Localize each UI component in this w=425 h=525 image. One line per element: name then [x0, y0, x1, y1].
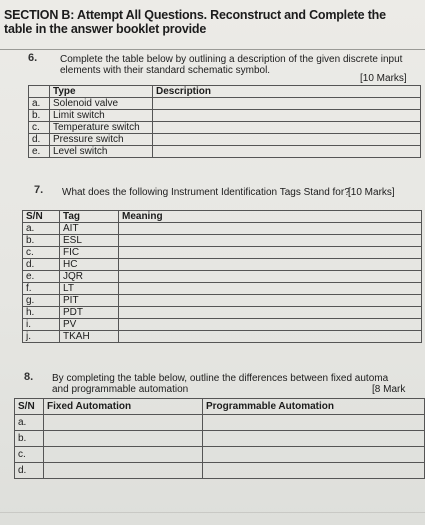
question-6-marks: [10 Marks] [360, 73, 407, 84]
row-meaning [119, 247, 422, 259]
divider [0, 49, 425, 50]
row-type: Level switch [50, 146, 153, 158]
table-row [23, 259, 422, 271]
table-row [23, 247, 422, 259]
row-description [153, 134, 421, 146]
table-row [29, 146, 421, 158]
row-key: c. [29, 122, 50, 134]
row-sn: a. [15, 415, 44, 431]
row-programmable [203, 463, 425, 479]
page-bottom-divider [0, 512, 425, 513]
row-tag: HC [60, 259, 119, 271]
table-header-row [29, 86, 421, 98]
table-row [29, 122, 421, 134]
row-type: Limit switch [50, 110, 153, 122]
table-header-key [29, 86, 50, 98]
question-8-text-line-1: By completing the table below, outline the differences between fixed automa [52, 373, 389, 384]
row-sn: b. [15, 431, 44, 447]
row-sn: g. [23, 295, 60, 307]
table-header-sn: S/N [23, 211, 60, 223]
table-row [23, 235, 422, 247]
table-row [15, 431, 425, 447]
row-sn: b. [23, 235, 60, 247]
row-key: d. [29, 134, 50, 146]
row-meaning [119, 307, 422, 319]
row-meaning [119, 235, 422, 247]
table-header-type: Type [50, 86, 153, 98]
table-row [23, 223, 422, 235]
question-6-text-line-1: Complete the table below by outlining a description of the given discrete input [60, 54, 403, 65]
table-row [23, 271, 422, 283]
section-title-line-2: table in the answer booklet provide [4, 22, 207, 36]
row-sn: j. [23, 331, 60, 343]
row-sn: d. [15, 463, 44, 479]
question-6-number: 6. [28, 52, 38, 64]
section-title [4, 8, 419, 36]
row-key: a. [29, 98, 50, 110]
table-row [23, 283, 422, 295]
row-key: b. [29, 110, 50, 122]
row-tag: PV [60, 319, 119, 331]
row-meaning [119, 283, 422, 295]
row-sn: d. [23, 259, 60, 271]
row-sn: e. [23, 271, 60, 283]
row-type: Pressure switch [50, 134, 153, 146]
table-row [23, 307, 422, 319]
question-6-text-line-2: elements with their standard schematic symbol. [60, 65, 271, 76]
row-sn: c. [15, 447, 44, 463]
section-title-line-1: SECTION B: Attempt All Questions. Reconstruct and Complete the [4, 8, 386, 22]
table-header-row [15, 399, 425, 415]
row-tag: FIC [60, 247, 119, 259]
question-7-marks: [10 Marks] [348, 187, 395, 198]
question-7-number: 7. [34, 184, 44, 196]
row-type: Temperature switch [50, 122, 153, 134]
table-header-sn: S/N [15, 399, 44, 415]
row-tag: ESL [60, 235, 119, 247]
row-meaning [119, 331, 422, 343]
table-row [23, 319, 422, 331]
row-fixed [44, 431, 203, 447]
row-type: Solenoid valve [50, 98, 153, 110]
row-meaning [119, 223, 422, 235]
row-description [153, 110, 421, 122]
table-row [29, 98, 421, 110]
row-tag: PDT [60, 307, 119, 319]
row-meaning [119, 259, 422, 271]
row-tag: TKAH [60, 331, 119, 343]
question-8-text-line-2: and programmable automation [52, 384, 189, 395]
table-header-programmable: Programmable Automation [203, 399, 425, 415]
table-header-row [23, 211, 422, 223]
question-8-table [14, 398, 425, 479]
row-programmable [203, 431, 425, 447]
row-meaning [119, 319, 422, 331]
table-row [29, 110, 421, 122]
question-8-marks: [8 Mark [372, 384, 406, 395]
question-8-number: 8. [24, 371, 34, 383]
row-meaning [119, 295, 422, 307]
table-row [23, 331, 422, 343]
row-fixed [44, 447, 203, 463]
table-header-tag: Tag [60, 211, 119, 223]
row-programmable [203, 447, 425, 463]
row-sn: c. [23, 247, 60, 259]
row-description [153, 122, 421, 134]
table-row [15, 415, 425, 431]
row-description [153, 98, 421, 110]
row-meaning [119, 271, 422, 283]
row-tag: JQR [60, 271, 119, 283]
question-7-text: What does the following Instrument Identification Tags Stand for? [62, 187, 350, 198]
question-7-table [22, 210, 422, 343]
table-header-description: Description [153, 86, 421, 98]
row-fixed [44, 463, 203, 479]
row-key: e. [29, 146, 50, 158]
row-tag: PIT [60, 295, 119, 307]
table-header-fixed: Fixed Automation [44, 399, 203, 415]
row-programmable [203, 415, 425, 431]
row-fixed [44, 415, 203, 431]
row-sn: a. [23, 223, 60, 235]
table-row [15, 463, 425, 479]
row-description [153, 146, 421, 158]
row-sn: h. [23, 307, 60, 319]
table-row [23, 295, 422, 307]
row-tag: AIT [60, 223, 119, 235]
table-row [29, 134, 421, 146]
question-6-table [28, 85, 421, 158]
row-sn: i. [23, 319, 60, 331]
row-sn: f. [23, 283, 60, 295]
table-row [15, 447, 425, 463]
question-8-text [52, 373, 424, 395]
row-tag: LT [60, 283, 119, 295]
table-header-meaning: Meaning [119, 211, 422, 223]
